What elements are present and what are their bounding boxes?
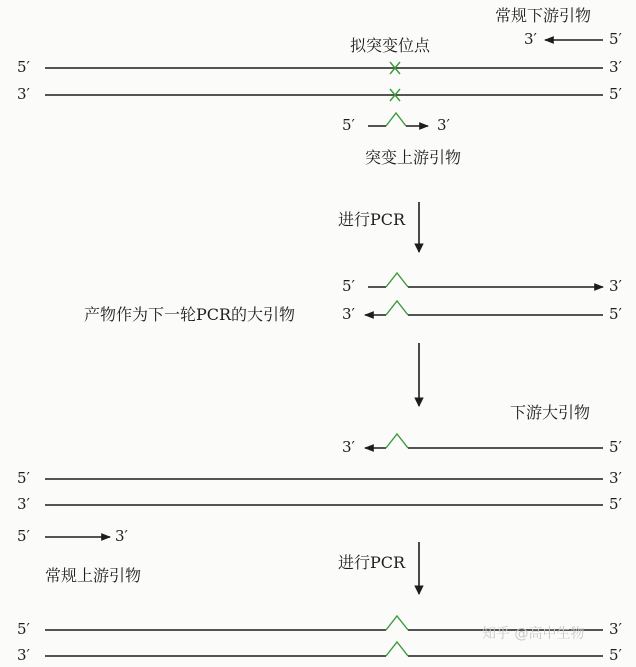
downstream-megaprimer-label: 下游大引物 xyxy=(510,403,591,422)
watermark: 知乎 @高中生物 xyxy=(482,626,585,642)
pcr-step-label-2: 进行PCR xyxy=(338,553,406,572)
regular-downstream-primer-label: 常规下游引物 xyxy=(495,6,592,25)
megaprimer-5prime: 5′ xyxy=(609,438,622,456)
template2-bottom-3prime: 3′ xyxy=(17,495,30,513)
regular-upstream-primer-label: 常规上游引物 xyxy=(45,566,142,585)
final-bottom-strand xyxy=(45,642,603,656)
template-top-3prime: 3′ xyxy=(609,58,622,76)
product-as-megaprimer-label: 产物作为下一轮PCR的大引物 xyxy=(84,305,296,324)
upstream-primer-3prime: 3′ xyxy=(115,527,128,545)
megaprimer-3prime: 3′ xyxy=(342,438,355,456)
mut-primer-3prime: 3′ xyxy=(437,116,450,134)
template2-top-3prime: 3′ xyxy=(609,469,622,487)
final-bottom-5prime: 5′ xyxy=(609,646,622,664)
template-bottom-5prime: 5′ xyxy=(609,85,622,103)
final-top-3prime: 3′ xyxy=(609,620,622,638)
primer1-5prime-label: 5′ xyxy=(609,30,622,48)
pcr-step-label-1: 进行PCR xyxy=(338,210,406,229)
template2-top-5prime: 5′ xyxy=(17,469,30,487)
template-bottom-3prime: 3′ xyxy=(17,85,30,103)
template2-bottom-5prime: 5′ xyxy=(609,495,622,513)
primer1-3prime-label: 3′ xyxy=(524,30,537,48)
product-top-strand xyxy=(368,273,603,287)
product-bottom-3prime: 3′ xyxy=(342,305,355,323)
proposed-mutation-site-label: 拟突变位点 xyxy=(350,36,431,55)
final-bottom-3prime: 3′ xyxy=(17,646,30,664)
product-top-3prime: 3′ xyxy=(609,277,622,295)
product-bottom-strand xyxy=(365,301,603,315)
product-bottom-5prime: 5′ xyxy=(609,305,622,323)
mutation-upstream-primer-label: 突变上游引物 xyxy=(365,148,462,167)
final-top-5prime: 5′ xyxy=(17,620,30,638)
downstream-megaprimer-strand xyxy=(365,434,603,448)
upstream-primer-5prime: 5′ xyxy=(17,527,30,545)
template-top-5prime: 5′ xyxy=(17,58,30,76)
mutation-upstream-primer-arrow xyxy=(368,113,428,126)
mut-primer-5prime: 5′ xyxy=(342,116,355,134)
product-top-5prime: 5′ xyxy=(342,277,355,295)
